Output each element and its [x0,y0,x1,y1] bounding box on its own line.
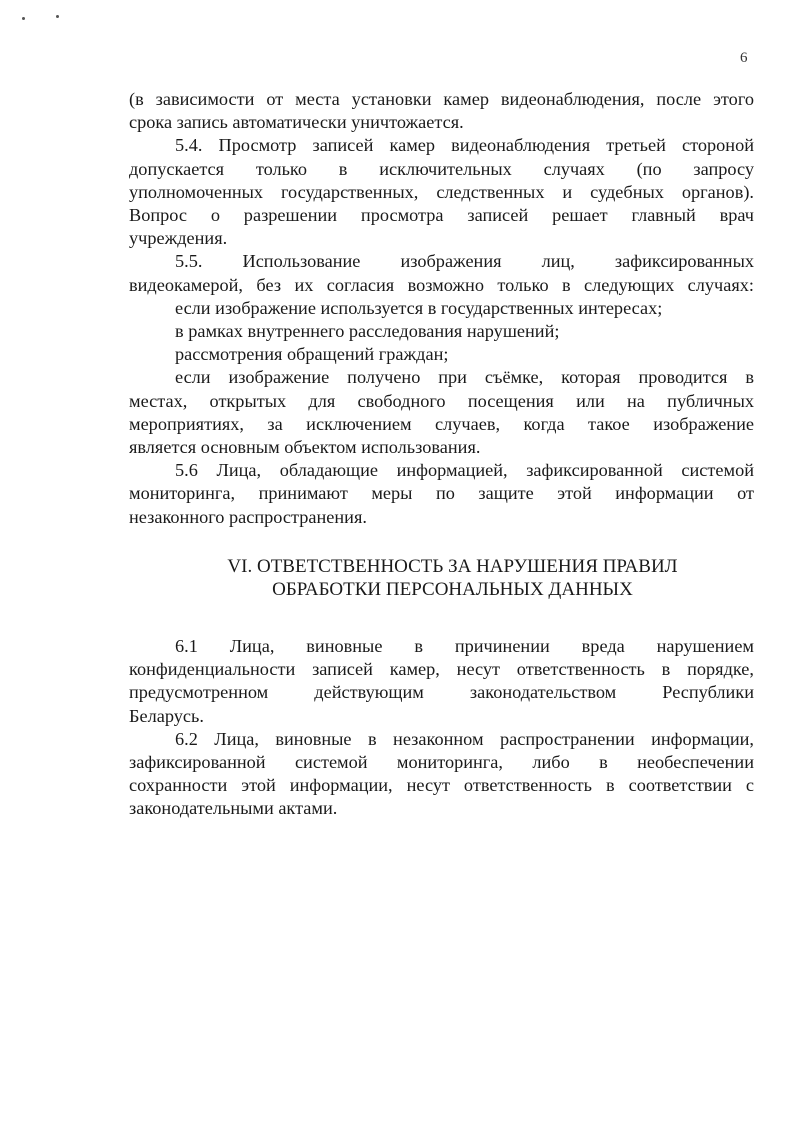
paragraph-line: видеокамерой, без их согласия возможно только в следующих случаях: [129,274,754,295]
document-body [129,88,754,821]
paragraph-line: предусмотренном действующим законодательством Республики [129,682,754,703]
paragraph-line: конфиденциальности записей камер, несут ответственность в порядке, [129,659,754,680]
paragraph-line: мероприятиях, за исключением случаев, когда такое изображение [129,413,754,434]
paragraph-line: является основным объектом использования. [129,437,481,458]
paragraph-line: Вопрос о разрешении просмотра записей решает главный врач [129,205,754,226]
paragraph-line: законодательными актами. [129,798,338,819]
paragraph-line: 5.6 Лица, обладающие информацией, зафиксированной системой [175,460,754,481]
paragraph-line: 6.1 Лица, виновные в причинении вреда нарушением [175,636,754,657]
paragraph-line: мониторинга, принимают меры по защите этой информации от [129,483,754,504]
paragraph-line: если изображение получено при съёмке, которая проводится в [175,367,754,388]
section-heading-line: ОБРАБОТКИ ПЕРСОНАЛЬНЫХ ДАННЫХ [272,579,633,601]
paragraph-line: незаконного распространения. [129,506,367,527]
list-item: если изображение используется в государственных интересах; [175,297,663,318]
paragraph-line: 6.2 Лица, виновные в незаконном распространении информации, [175,728,754,749]
paragraph-line: учреждения. [129,228,228,249]
paragraph-line: зафиксированной системой мониторинга, либо в необеспечении [129,752,754,773]
paragraph-line: местах, открытых для свободного посещения или на публичных [129,390,754,411]
list-item: в рамках внутреннего расследования нарушений; [175,321,560,342]
paragraph-line: допускается только в исключительных случаях (по запросу [129,158,754,179]
list-item: рассмотрения обращений граждан; [175,344,449,365]
paragraph-line: сохранности этой информации, несут ответственность в соответствии с [129,775,754,796]
section-heading-line: VI. ОТВЕТСТВЕННОСТЬ ЗА НАРУШЕНИЯ ПРАВИЛ [227,555,678,577]
paragraph-line: уполномоченных государственных, следственных и судебных органов). [129,181,754,202]
section-heading [129,555,754,602]
paragraph-line: срока запись автоматически уничтожается. [129,112,464,133]
paragraph-line: 5.4. Просмотр записей камер видеонаблюдения третьей стороной [175,135,754,156]
paragraph-line: 5.5. Использование изображения лиц, зафиксированных [175,251,754,272]
paragraph-line: (в зависимости от места установки камер видеонаблюдения, после этого [129,89,754,109]
page-number: 6 [740,50,748,66]
paragraph-line: Беларусь. [129,705,204,726]
